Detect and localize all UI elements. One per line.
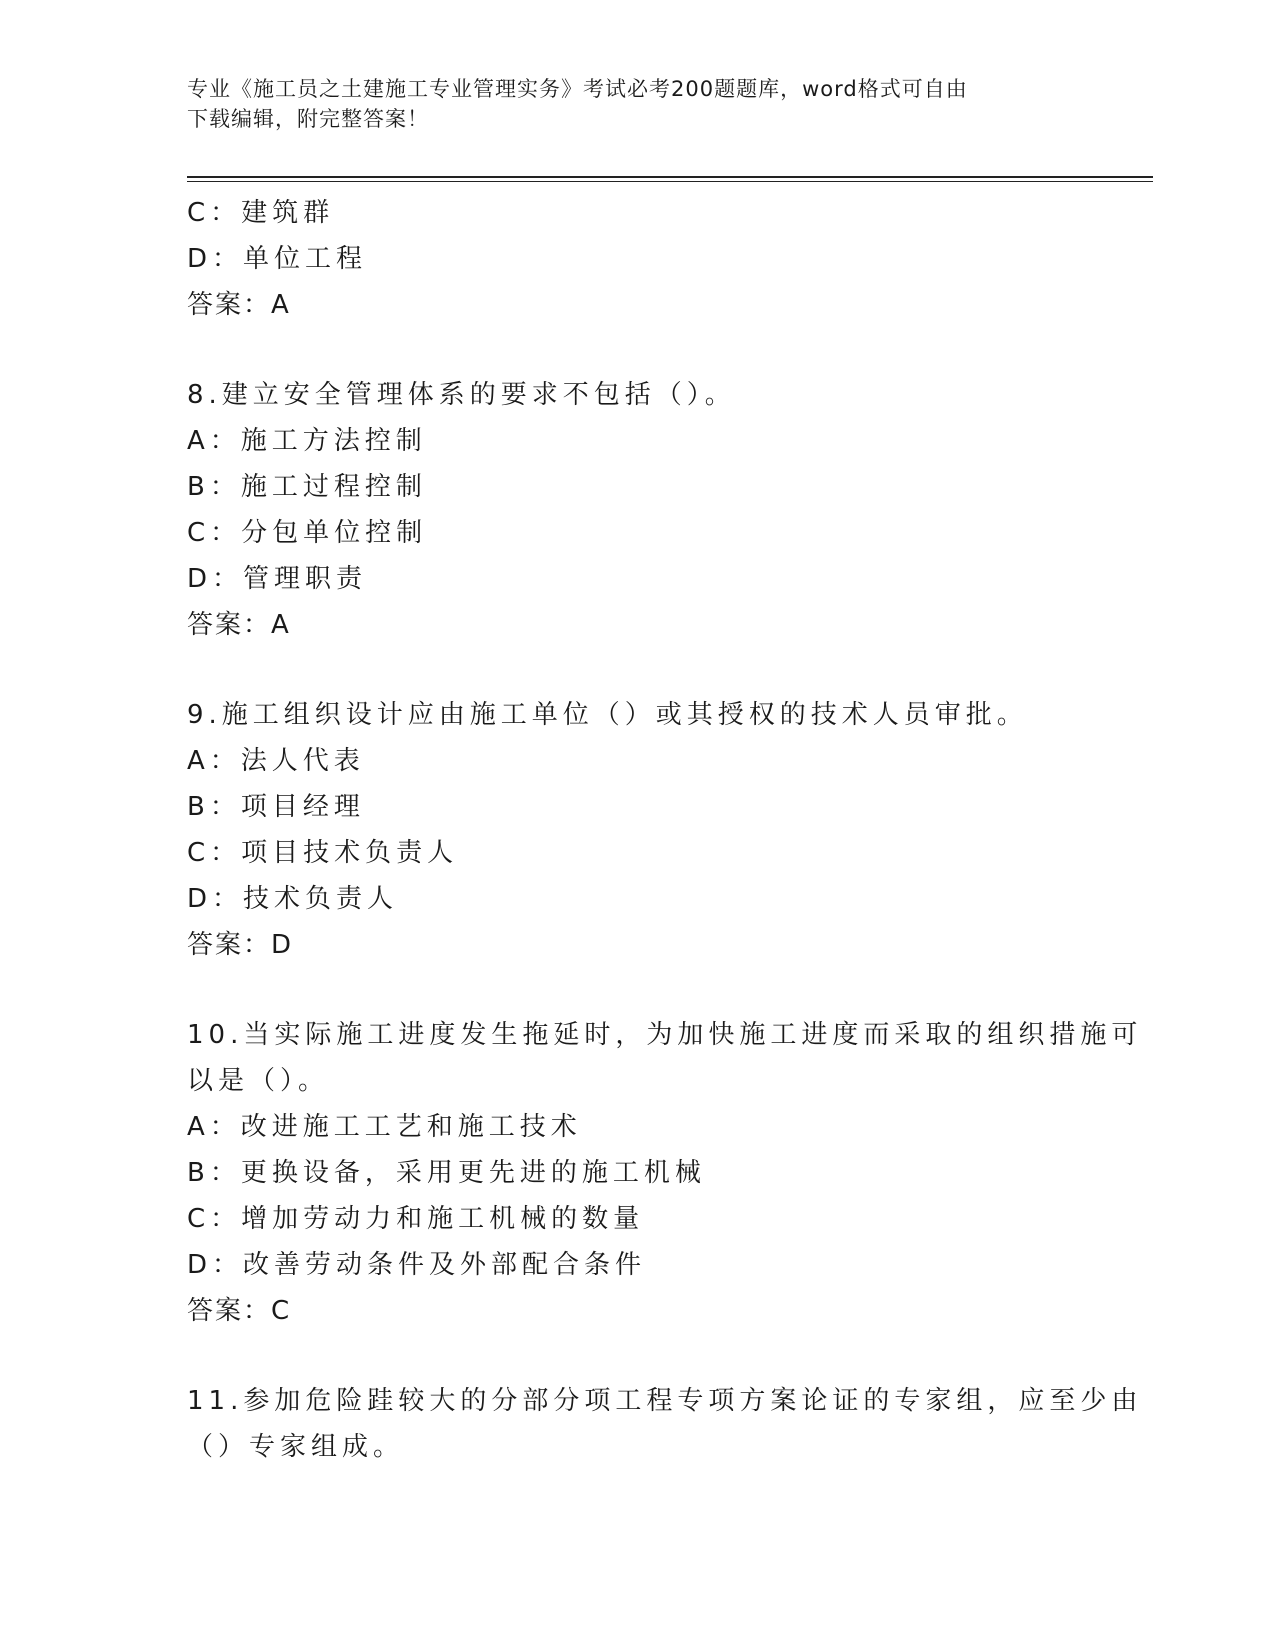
- question-stem-line-1: 11.参加危险跬较大的分部分项工程专项方案论证的专家组，应至少由: [187, 1386, 1143, 1416]
- option-d: D：改善劳动条件及外部配合条件: [187, 1250, 647, 1280]
- question-stem: 9.施工组织设计应由施工单位（）或其授权的技术人员审批。: [187, 700, 1028, 730]
- question-stem-line-2: 以是（）。: [187, 1066, 330, 1096]
- option-c: C：项目技术负责人: [187, 838, 459, 868]
- question-stem: 8.建立安全管理体系的要求不包括（）。: [187, 380, 736, 410]
- question-list: [187, 190, 1143, 1470]
- spacer: [187, 328, 1087, 372]
- spacer: [187, 1334, 1087, 1378]
- answer-line: 答案：A: [187, 610, 291, 640]
- question-stem-line-2: （）专家组成。: [187, 1432, 405, 1462]
- option-c: C：分包单位控制: [187, 518, 428, 548]
- header-divider-thin: [187, 181, 1153, 182]
- question-stem-line-1: 10.当实际施工进度发生拖延时，为加快施工进度而采取的组织措施可: [187, 1020, 1143, 1050]
- option-c: C：增加劳动力和施工机械的数量: [187, 1204, 645, 1234]
- option-d: D：单位工程: [187, 244, 368, 274]
- question-8: [187, 372, 1087, 648]
- option-b: B：施工过程控制: [187, 472, 427, 502]
- answer-line: 答案：A: [187, 290, 291, 320]
- option-d: D：管理职责: [187, 564, 368, 594]
- option-c: C：建筑群: [187, 198, 335, 228]
- answer-line: 答案：D: [187, 930, 294, 960]
- option-b: B：更换设备，采用更先进的施工机械: [187, 1158, 706, 1188]
- spacer: [187, 968, 1087, 1012]
- header-line-1: 专业《施工员之土建施工专业管理实务》考试必考200题题库，word格式可自由: [187, 77, 968, 101]
- option-d: D：技术负责人: [187, 884, 399, 914]
- header-line-2: 下载编辑，附完整答案！: [187, 107, 429, 131]
- question-9: [187, 692, 1087, 968]
- question-10: [187, 1012, 1143, 1334]
- option-a: A：法人代表: [187, 746, 365, 776]
- spacer: [187, 648, 1087, 692]
- answer-line: 答案：C: [187, 1296, 292, 1326]
- document-header: [187, 74, 1067, 134]
- question-7-tail: [187, 190, 1087, 328]
- option-b: B：项目经理: [187, 792, 365, 822]
- question-11: [187, 1378, 1143, 1470]
- header-divider-thick: [187, 176, 1153, 178]
- option-a: A：改进施工工艺和施工技术: [187, 1112, 582, 1142]
- option-a: A：施工方法控制: [187, 426, 427, 456]
